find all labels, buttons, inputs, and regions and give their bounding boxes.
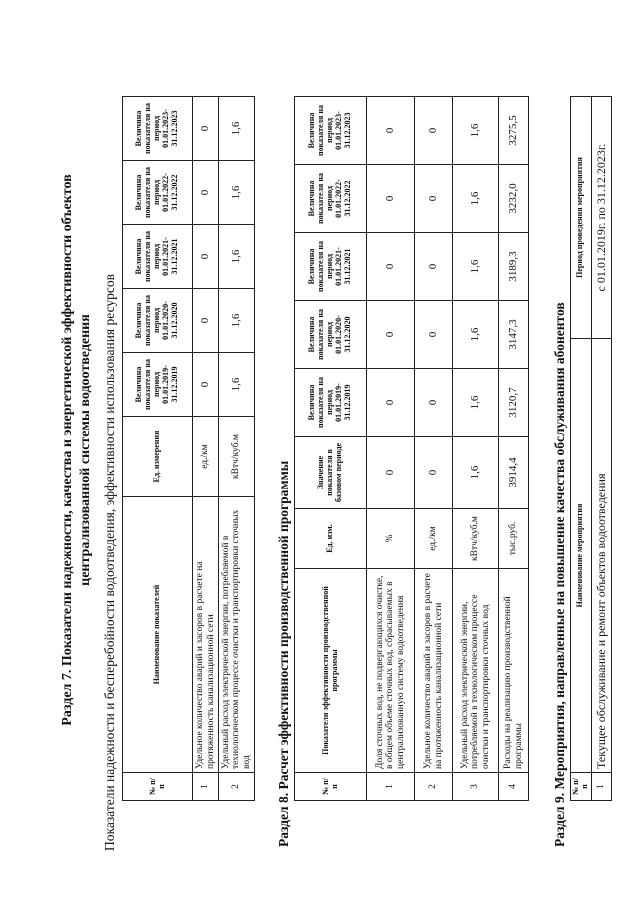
table-row (591, 97, 611, 801)
section8-title: Раздел 8. Расчет эффективности производственной программы (276, 460, 291, 847)
col-header-2019: Величина показателя на период 01.01.2019-31.12.2019 (123, 353, 193, 417)
cell-name: Расходы на реализацию производственной программы (499, 569, 529, 773)
cell-number: 4 (499, 773, 529, 801)
cell-number: 1 (193, 773, 219, 801)
col-header-number: № п/п (295, 773, 367, 801)
cell-value-2022: 1,6 (219, 161, 255, 225)
cell-number: 1 (591, 773, 611, 801)
col-header-number: № п/п (123, 773, 193, 801)
table-row (193, 97, 219, 801)
cell-value-2020: 1,6 (219, 289, 255, 353)
cell-value-2021: 0 (193, 225, 219, 289)
cell-value-2022: 0 (415, 165, 453, 233)
cell-value-2022: 0 (193, 161, 219, 225)
section7-table (122, 96, 255, 801)
cell-value-2022: 0 (367, 165, 415, 233)
cell-value-2020: 0 (415, 301, 453, 369)
col-header-2019: Величина показателя на период 01.01.2019-31.12.2019 (295, 369, 367, 437)
cell-value-2021: 1,6 (219, 225, 255, 289)
cell-base-value: 0 (367, 437, 415, 509)
cell-name: Доля сточных вод, не подвергающихся очистке, в общем объеме сточных вод, сбрасываемых в централизованную систему водоотведения (367, 569, 415, 773)
cell-unit: тыс.руб. (499, 509, 529, 569)
cell-value-2021: 3189,3 (499, 233, 529, 301)
section9-title: Раздел 9. Мероприятия, направленные на повышение качества обслуживания абонентов (552, 302, 567, 847)
cell-name: Удельный расход электрической энергии, потребляемой в технологическом процессе очистки и транспортировки сточных вод (453, 569, 499, 773)
section8-table (294, 96, 529, 801)
section8-header-row (295, 97, 367, 801)
cell-value-2019: 1,6 (219, 353, 255, 417)
cell-value-2020: 0 (193, 289, 219, 353)
col-header-2021: Величина показателя на период 01.01.2021-31.12.2021 (295, 233, 367, 301)
cell-value-2019: 0 (415, 369, 453, 437)
col-header-2020: Величина показателя на период 01.01.2020-31.12.2020 (295, 301, 367, 369)
cell-value-2021: 0 (367, 233, 415, 301)
col-header-2022: Величина показателя на период 01.01.2022-31.12.2022 (295, 165, 367, 233)
cell-value-2023: 1,6 (219, 97, 255, 161)
col-header-2023: Величина показателя на период 01.01.2023-31.12.2023 (123, 97, 193, 161)
cell-name: Удельный расход электрической энергии, потребляемой в технологическом процессе очистки и транспортировки сточных вод (219, 497, 255, 773)
cell-value-2020: 1,6 (453, 301, 499, 369)
col-header-unit: Ед. изм. (295, 509, 367, 569)
cell-period: с 01.01.2019г. по 31.12.2023г. (591, 97, 611, 339)
col-header-2022: Величина показателя на период 01.01.2022-31.12.2022 (123, 161, 193, 225)
cell-number: 2 (219, 773, 255, 801)
col-header-name: Наименование показателей (123, 497, 193, 773)
cell-value-2022: 3232,0 (499, 165, 529, 233)
section9-header-row (571, 97, 592, 801)
col-header-measure: Наименование мероприятия (571, 339, 592, 773)
cell-name: Удельное количество аварий и засоров в расчете на протяженность канализационной сети (193, 497, 219, 773)
cell-name: Удельное количество аварий и засоров в расчете на протяженность канализационной сети (415, 569, 453, 773)
cell-unit: ед./км (415, 509, 453, 569)
table-row (415, 97, 453, 801)
cell-value-2021: 0 (415, 233, 453, 301)
section7-header-row (123, 97, 193, 801)
cell-value-2021: 1,6 (453, 233, 499, 301)
cell-value-2019: 1,6 (453, 369, 499, 437)
cell-unit: % (367, 509, 415, 569)
col-header-number: № п/п (571, 773, 592, 801)
section7-title-line1: Раздел 7. Показатели надежности, качества и энергетической эффективности объектов (60, 174, 75, 726)
col-header-unit: Ед. измерения (123, 417, 193, 497)
col-header-base: Значение показателя в базовом периоде (295, 437, 367, 509)
cell-base-value: 0 (415, 437, 453, 509)
col-header-2021: Величина показателя на период 01.01.2021-31.12.2021 (123, 225, 193, 289)
cell-number: 3 (453, 773, 499, 801)
table-row (499, 97, 529, 801)
cell-value-2023: 3275,5 (499, 97, 529, 165)
col-header-2023: Величина показателя на период 01.01.2023-31.12.2023 (295, 97, 367, 165)
cell-base-value: 3914,4 (499, 437, 529, 509)
cell-value-2023: 1,6 (453, 97, 499, 165)
cell-value-2023: 0 (193, 97, 219, 161)
cell-value-2020: 3147,3 (499, 301, 529, 369)
cell-value-2019: 0 (193, 353, 219, 417)
cell-value-2019: 3120,7 (499, 369, 529, 437)
section7-subtitle: Показатели надежности и бесперебойности водоотведения, эффективности использования ресурсов (102, 273, 117, 851)
cell-value-2023: 0 (415, 97, 453, 165)
cell-number: 2 (415, 773, 453, 801)
cell-value-2019: 0 (367, 369, 415, 437)
cell-name: Текущее обслуживание и ремонт объектов водоотведения (591, 339, 611, 773)
table-row (367, 97, 415, 801)
cell-value-2023: 0 (367, 97, 415, 165)
section9-table (570, 96, 612, 801)
cell-unit: кВтч/куб.м (219, 417, 255, 497)
cell-unit: ед./км (193, 417, 219, 497)
cell-unit: кВтч/куб.м (453, 509, 499, 569)
section7-title-line2: централизованной системы водоотведения (78, 314, 93, 586)
col-header-period: Период проведения мероприятия (571, 97, 592, 339)
cell-value-2020: 0 (367, 301, 415, 369)
col-header-2020: Величина показателя на период 01.01.2020-31.12.2020 (123, 289, 193, 353)
cell-base-value: 1,6 (453, 437, 499, 509)
table-row (453, 97, 499, 801)
col-header-indicator: Показатели эффективности производственной программы (295, 569, 367, 773)
cell-value-2022: 1,6 (453, 165, 499, 233)
cell-number: 1 (367, 773, 415, 801)
table-row (219, 97, 255, 801)
